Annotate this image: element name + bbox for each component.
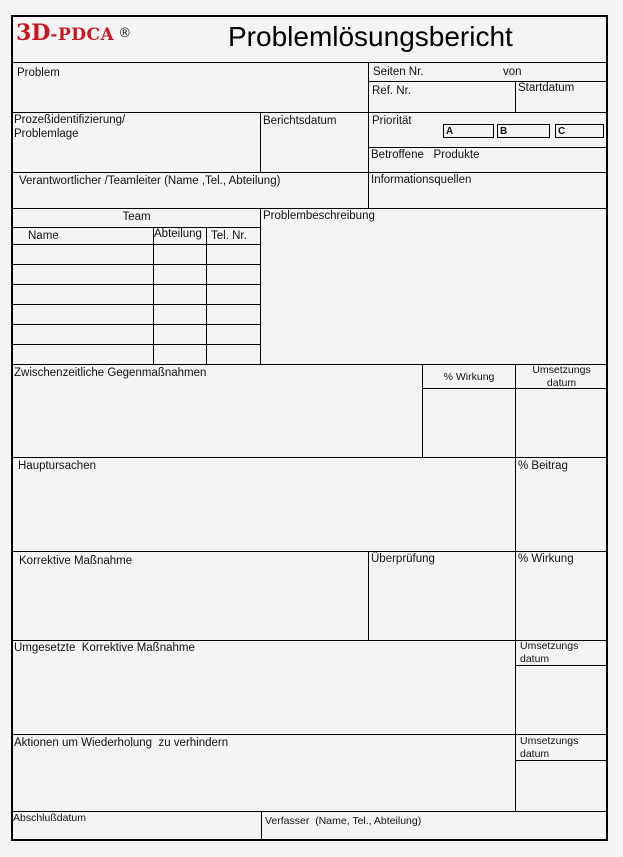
ueberpruefung-field[interactable] bbox=[369, 552, 515, 640]
logo-main: 3D bbox=[16, 20, 51, 46]
umgesetzte-massnahme-label: Umgesetzte Korrektive Maßnahme bbox=[14, 642, 195, 654]
team-cell-tel[interactable] bbox=[207, 285, 260, 304]
team-cell-abteilung[interactable] bbox=[154, 265, 206, 284]
prioritaet-label: Priorität bbox=[372, 115, 412, 127]
verfasser-field[interactable] bbox=[262, 812, 607, 840]
verantwortlicher-field[interactable] bbox=[13, 173, 368, 208]
aktionen-label: Aktionen um Wiederholung zu verhindern bbox=[14, 737, 229, 749]
gegenmassnahmen-umsetzung-field[interactable] bbox=[516, 389, 607, 457]
team-cell-abteilung[interactable] bbox=[154, 325, 206, 344]
priority-a-checkbox[interactable]: A bbox=[443, 124, 494, 138]
seiten-nr-label: Seiten Nr. bbox=[373, 66, 424, 78]
registered-mark-icon: ® bbox=[118, 26, 132, 41]
team-cell-abteilung[interactable] bbox=[154, 285, 206, 304]
page-title: Problemlösungsbericht bbox=[228, 21, 513, 52]
seiten-nr-field[interactable] bbox=[369, 63, 607, 81]
team-title: Team bbox=[122, 211, 151, 223]
team-col-abteilung: Abteilung bbox=[154, 228, 202, 240]
prozessidentifizierung-field[interactable] bbox=[13, 113, 260, 172]
team-cell-tel[interactable] bbox=[207, 265, 260, 284]
informationsquellen-field[interactable] bbox=[369, 173, 607, 208]
korrektive-wirkung-label: % Wirkung bbox=[518, 553, 574, 565]
problem-field[interactable] bbox=[13, 63, 368, 112]
team-cell-abteilung[interactable] bbox=[154, 305, 206, 324]
priority-c-checkbox[interactable]: C bbox=[555, 124, 604, 138]
gegenmassnahmen-umsetzung-label-2: datum bbox=[546, 377, 577, 389]
informationsquellen-label: Informationsquellen bbox=[371, 174, 472, 186]
prozess-label-line1: Prozeßidentifizierung/ bbox=[14, 114, 126, 126]
prozess-label-line2: Problemlage bbox=[14, 128, 79, 140]
ueberpruefung-label: Überprüfung bbox=[371, 553, 435, 565]
beitrag-label: % Beitrag bbox=[518, 460, 568, 472]
gegenmassnahmen-label: Zwischenzeitliche Gegenmaßnahmen bbox=[14, 367, 207, 379]
team-col-tel: Tel. Nr. bbox=[211, 230, 247, 242]
beitrag-field[interactable] bbox=[516, 458, 607, 551]
betroffene-produkte-field[interactable] bbox=[369, 148, 607, 172]
umgesetzte-umsetzung-field[interactable] bbox=[516, 666, 607, 734]
logo-3d-pdca bbox=[16, 20, 131, 46]
berichtsdatum-label: Berichtsdatum bbox=[263, 115, 337, 127]
berichtsdatum-field[interactable] bbox=[261, 113, 368, 172]
team-cell-abteilung[interactable] bbox=[154, 245, 206, 264]
logo-sub: -PDCA bbox=[50, 25, 115, 45]
team-col-name: Name bbox=[28, 230, 59, 242]
aktionen-umsetzung-field[interactable] bbox=[516, 761, 607, 811]
team-cell-name[interactable] bbox=[13, 285, 153, 304]
aktionen-umsetzung-label-2: datum bbox=[520, 748, 550, 760]
team-cell-name[interactable] bbox=[13, 345, 153, 364]
problembeschreibung-field[interactable] bbox=[261, 209, 607, 364]
umgesetzte-umsetzung-label-2: datum bbox=[520, 653, 550, 665]
von-label: von bbox=[503, 66, 522, 78]
startdatum-field[interactable] bbox=[516, 82, 607, 112]
abschlussdatum-field[interactable] bbox=[13, 812, 261, 840]
korrektive-massnahme-field[interactable] bbox=[13, 552, 368, 640]
team-cell-name[interactable] bbox=[13, 245, 153, 264]
umgesetzte-massnahme-field[interactable] bbox=[13, 641, 515, 734]
ref-nr-field[interactable] bbox=[369, 82, 515, 112]
verantwortlicher-label: Verantwortlicher /Teamleiter (Name ,Tel., Abteilung) bbox=[19, 175, 281, 187]
problem-label: Problem bbox=[17, 67, 60, 79]
team-cell-tel[interactable] bbox=[207, 305, 260, 324]
team-cell-abteilung[interactable] bbox=[154, 345, 206, 364]
hauptursachen-field[interactable] bbox=[13, 458, 515, 551]
abschlussdatum-label: Abschlußdatum bbox=[13, 812, 86, 824]
team-cell-tel[interactable] bbox=[207, 325, 260, 344]
priority-b-checkbox[interactable]: B bbox=[497, 124, 550, 138]
hauptursachen-label: Hauptursachen bbox=[18, 460, 96, 472]
ref-nr-label: Ref. Nr. bbox=[372, 85, 411, 97]
verfasser-label: Verfasser (Name, Tel., Abteilung) bbox=[265, 815, 422, 827]
korrektive-wirkung-field[interactable] bbox=[516, 552, 607, 640]
aktionen-umsetzung-label-1: Umsetzungs bbox=[520, 735, 579, 747]
team-cell-name[interactable] bbox=[13, 265, 153, 284]
team-cell-tel[interactable] bbox=[207, 245, 260, 264]
gegenmassnahmen-wirkung-field[interactable] bbox=[423, 389, 515, 457]
gegenmassnahmen-umsetzung-label-1: Umsetzungs bbox=[532, 364, 591, 376]
startdatum-label: Startdatum bbox=[518, 82, 575, 94]
problembeschreibung-label: Problembeschreibung bbox=[263, 210, 375, 222]
divider bbox=[12, 227, 260, 228]
betroffene-produkte-label: Betroffene Produkte bbox=[371, 149, 480, 161]
team-cell-tel[interactable] bbox=[207, 345, 260, 364]
gegenmassnahmen-field[interactable] bbox=[13, 365, 422, 457]
aktionen-field[interactable] bbox=[13, 735, 515, 811]
korrektive-massnahme-label: Korrektive Maßnahme bbox=[19, 555, 133, 567]
team-cell-name[interactable] bbox=[13, 305, 153, 324]
umgesetzte-umsetzung-label-1: Umsetzungs bbox=[520, 640, 579, 652]
team-cell-name[interactable] bbox=[13, 325, 153, 344]
gegenmassnahmen-wirkung-label: % Wirkung bbox=[443, 371, 495, 383]
